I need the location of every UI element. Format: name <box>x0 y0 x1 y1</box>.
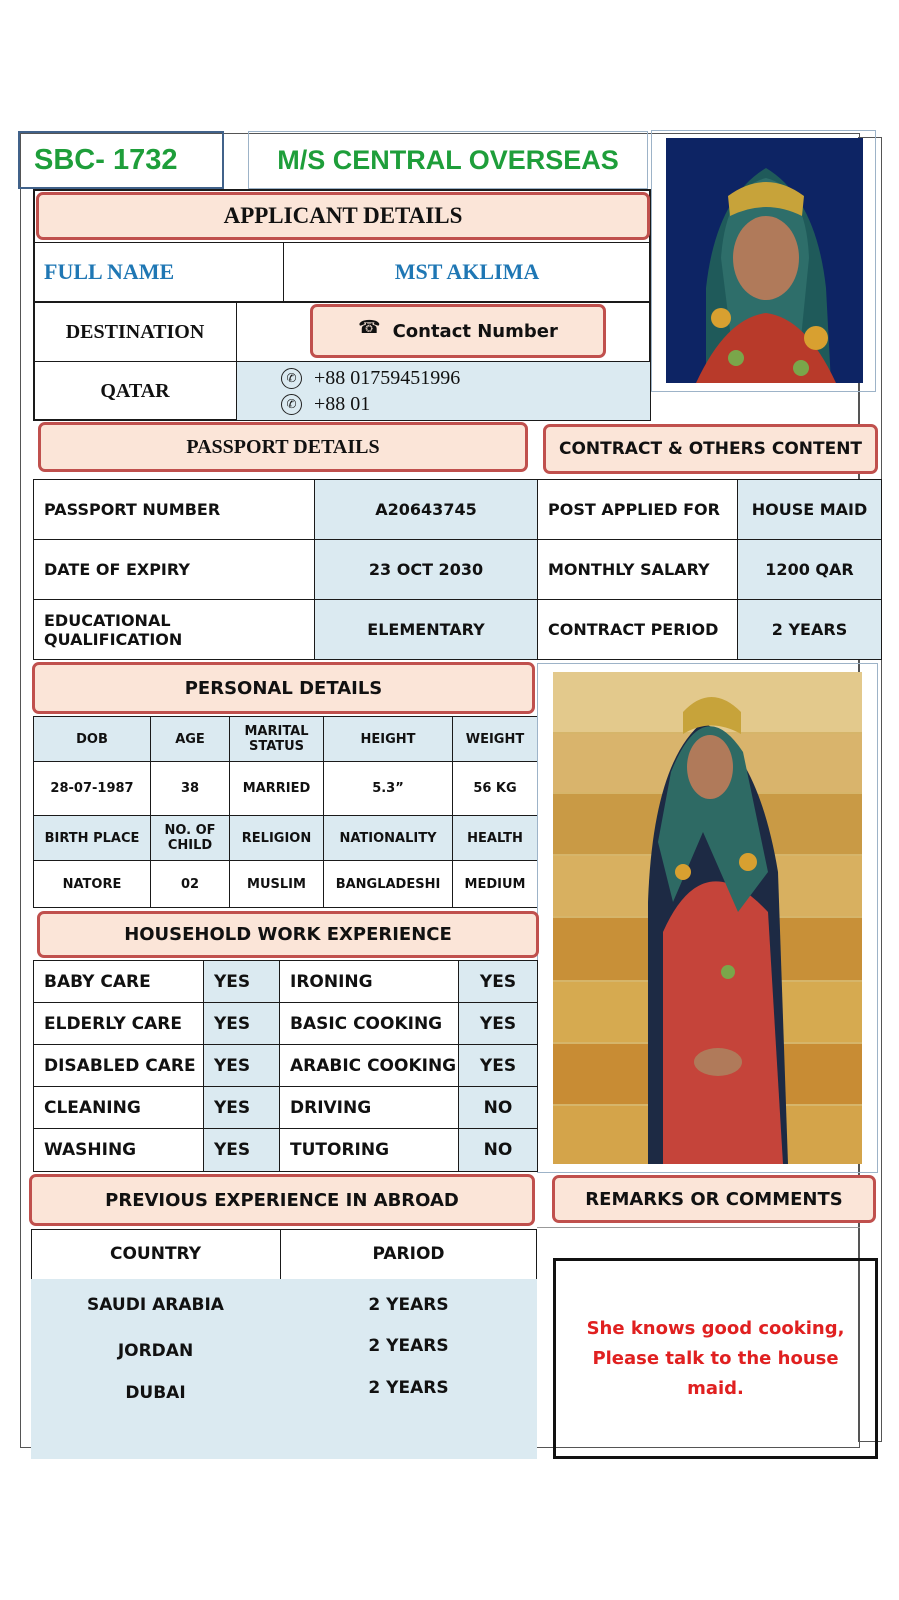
post-applied-value: HOUSE MAID <box>737 479 882 540</box>
destination-value: QATAR <box>33 361 237 421</box>
phone-cell <box>236 361 651 421</box>
age-header: AGE <box>150 716 230 762</box>
period-cell <box>280 1414 537 1459</box>
skill-b-value: YES <box>458 960 538 1003</box>
education-label: EDUCATIONAL QUALIFICATION <box>33 599 315 660</box>
phone-row-1 <box>281 365 460 391</box>
skill-b: IRONING <box>279 960 459 1003</box>
contact-number-label-box <box>310 304 606 358</box>
previous-experience-title: PREVIOUS EXPERIENCE IN ABROAD <box>29 1174 535 1226</box>
monthly-salary-label: MONTHLY SALARY <box>537 539 738 600</box>
ref-code-box <box>18 131 224 189</box>
country-cell <box>31 1414 281 1459</box>
destination-label: DESTINATION <box>33 302 237 362</box>
contract-title: CONTRACT & OTHERS CONTENT <box>543 424 878 474</box>
full-name-label: FULL NAME <box>33 242 284 302</box>
country-cell: JORDAN <box>31 1330 281 1373</box>
phone-row-2 <box>281 391 370 417</box>
skill-b: DRIVING <box>279 1086 459 1129</box>
skill-b: ARABIC COOKING <box>279 1044 459 1087</box>
no-of-child-value: 02 <box>150 860 230 908</box>
period-cell: 2 YEARS <box>280 1279 537 1331</box>
passport-number-value: A20643745 <box>314 479 538 540</box>
weight-header: WEIGHT <box>452 716 538 762</box>
dob-value: 28-07-1987 <box>33 761 151 816</box>
applicant-details-title: APPLICANT DETAILS <box>36 192 650 240</box>
height-header: HEIGHT <box>323 716 453 762</box>
date-of-expiry-value: 23 OCT 2030 <box>314 539 538 600</box>
phone-1: +88 01759451996 <box>314 366 461 389</box>
contact-number-label: Contact Number <box>392 320 558 342</box>
nationality-value: BANGLADESHI <box>323 860 453 908</box>
monthly-salary-value: 1200 QAR <box>737 539 882 600</box>
personal-details-title: PERSONAL DETAILS <box>32 662 535 714</box>
no-of-child-header: NO. OF CHILD <box>150 815 230 861</box>
skill-a-value: YES <box>203 1002 280 1045</box>
skill-b-value: NO <box>458 1086 538 1129</box>
dob-header: DOB <box>33 716 151 762</box>
country-cell: SAUDI ARABIA <box>31 1279 281 1331</box>
period-header: PARIOD <box>280 1229 537 1280</box>
phone-2: +88 01 <box>314 392 371 415</box>
remarks-title: REMARKS OR COMMENTS <box>552 1175 876 1223</box>
age-value: 38 <box>150 761 230 816</box>
skill-a-value: YES <box>203 1086 280 1129</box>
education-value: ELEMENTARY <box>314 599 538 660</box>
country-header: COUNTRY <box>31 1229 281 1280</box>
full-name-value: MST AKLIMA <box>283 242 651 302</box>
country-cell: DUBAI <box>31 1372 281 1415</box>
contract-period-label: CONTRACT PERIOD <box>537 599 738 660</box>
religion-value: MUSLIM <box>229 860 324 908</box>
phone-icon: ✆ <box>281 368 302 389</box>
agency-name: M/S CENTRAL OVERSEAS <box>277 144 619 175</box>
phone-icon: ✆ <box>281 394 302 415</box>
skill-a-value: YES <box>203 1044 280 1087</box>
skill-b-value: YES <box>458 1044 538 1087</box>
full-body-photo <box>553 672 862 1164</box>
marital-status-header: MARITAL STATUS <box>229 716 324 762</box>
contract-period-value: 2 YEARS <box>737 599 882 660</box>
health-header: HEALTH <box>452 815 538 861</box>
birth-place-value: NATORE <box>33 860 151 908</box>
portrait-photo <box>666 138 863 383</box>
nationality-header: NATIONALITY <box>323 815 453 861</box>
post-applied-label: POST APPLIED FOR <box>537 479 738 540</box>
date-of-expiry-label: DATE OF EXPIRY <box>33 539 315 600</box>
household-title: HOUSEHOLD WORK EXPERIENCE <box>37 911 539 958</box>
religion-header: RELIGION <box>229 815 324 861</box>
remarks-text: She knows good cooking, Please talk to the house maid. <box>586 1317 845 1399</box>
passport-details-title: PASSPORT DETAILS <box>38 422 528 472</box>
skill-a: DISABLED CARE <box>33 1044 204 1087</box>
birth-place-header: BIRTH PLACE <box>33 815 151 861</box>
skill-a-value: YES <box>203 960 280 1003</box>
period-cell: 2 YEARS <box>280 1330 537 1373</box>
skill-a: WASHING <box>33 1128 204 1172</box>
telephone-icon: ☎ <box>358 316 381 338</box>
height-value: 5.3” <box>323 761 453 816</box>
passport-number-label: PASSPORT NUMBER <box>33 479 315 540</box>
remarks-box <box>553 1258 878 1459</box>
skill-b: TUTORING <box>279 1128 459 1172</box>
skill-b-value: NO <box>458 1128 538 1172</box>
skill-a: BABY CARE <box>33 960 204 1003</box>
skill-a: CLEANING <box>33 1086 204 1129</box>
weight-value: 56 KG <box>452 761 538 816</box>
marital-status-value: MARRIED <box>229 761 324 816</box>
skill-b: BASIC COOKING <box>279 1002 459 1045</box>
skill-a: ELDERLY CARE <box>33 1002 204 1045</box>
remarks-divider <box>537 1227 860 1228</box>
ref-code: SBC- 1732 <box>34 143 178 176</box>
skill-a-value: YES <box>203 1128 280 1172</box>
agency-box <box>248 131 648 189</box>
skill-b-value: YES <box>458 1002 538 1045</box>
period-cell: 2 YEARS <box>280 1372 537 1415</box>
health-value: MEDIUM <box>452 860 538 908</box>
